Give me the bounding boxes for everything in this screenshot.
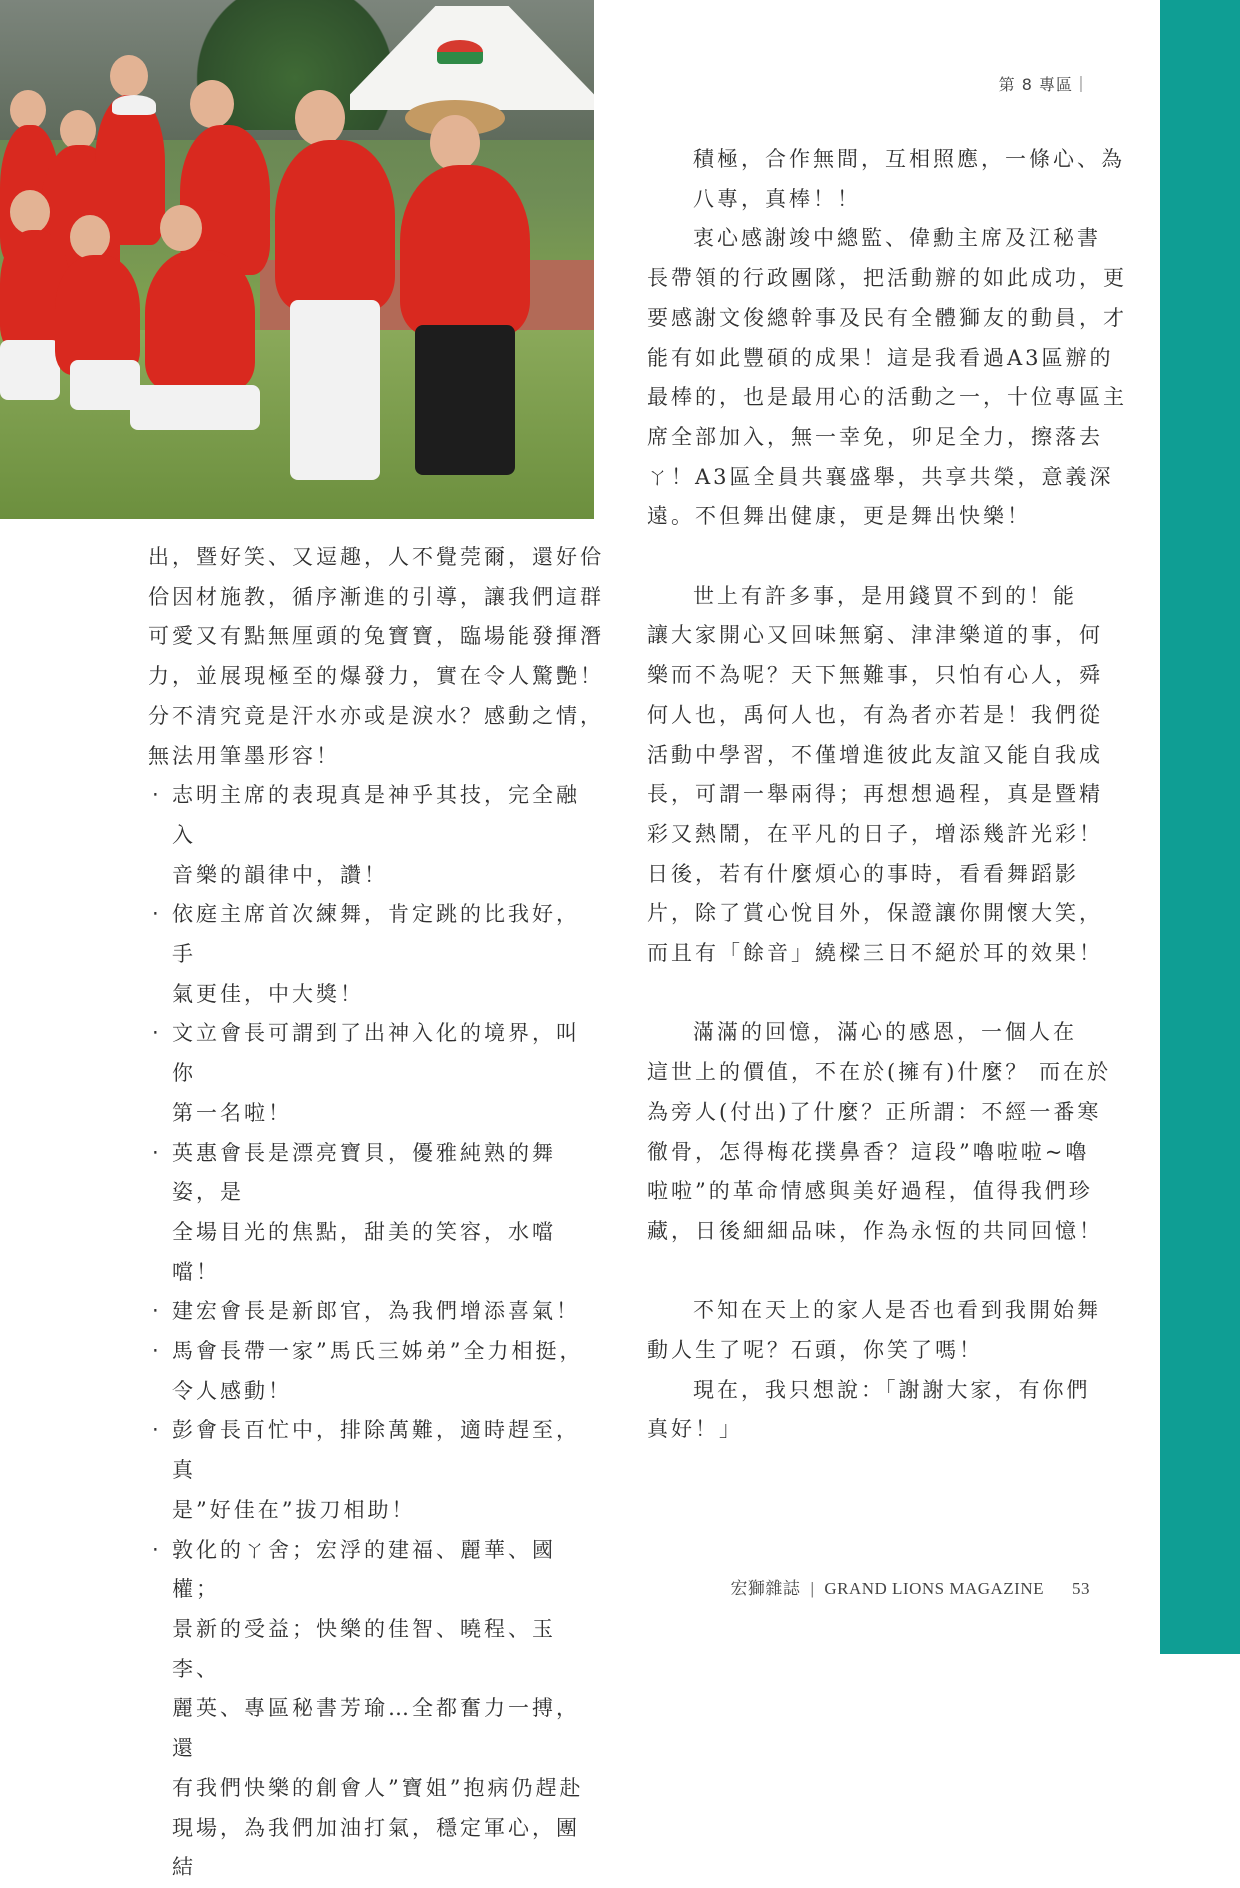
left-line: 分不清究竟是汗水亦或是淚水？感動之情， [148,703,604,728]
right-line: 世上有許多事，是用錢買不到的！能 [693,583,1077,608]
right-line: 彩又熱鬧，在平凡的日子，增添幾許光彩！ [647,821,1103,846]
right-line: 長帶領的行政團隊，把活動辦的如此成功，更 [647,266,1127,291]
bullet-item: ‧ 敦化的ㄚ舍；宏浮的建福、麗華、國權； 景新的受益；快樂的佳智、曉程、玉李、 麗英、專區秘書芳瑜…全都奮力一搏，還 有我們快樂的創會人”寶姐”抱病仍趕赴 現場，為我們加油打氣，穩定軍心，團結 [148,1531,594,1888]
right-line: 啦啦”的革命情感與美好過程，值得我們珍 [647,1179,1093,1204]
right-line: 日後，若有什麼煩心的事時，看看舞蹈影 [647,861,1079,886]
right-line: ㄚ！A3區全員共襄盛舉，共享共榮，意義深 [647,464,1114,489]
right-line: 而且有「餘音」繞樑三日不絕於耳的效果！ [647,941,1103,966]
left-column [148,538,604,1888]
page-number: 53 [1072,1579,1090,1598]
page-footer [700,1574,1090,1599]
left-line: 可愛又有點無厘頭的兔寶寶，臨場能發揮潛 [148,624,604,649]
right-line: 最棒的，也是最用心的活動之一，十位專區主 [647,385,1127,410]
right-line: 這世上的價值，不在於(擁有)什麼？ 而在於 [647,1060,1112,1085]
right-line: 讓大家開心又回味無窮、津津樂道的事，何 [647,623,1103,648]
right-line: 遠。不但舞出健康，更是舞出快樂！ [647,504,1031,529]
right-line: 積極，合作無間，互相照應，一條心、為 [693,147,1125,171]
teal-side-bar [1160,0,1240,1654]
right-line: 活動中學習，不僅增進彼此友誼又能自我成 [647,742,1103,767]
right-line: 動人生了呢？石頭，你笑了嗎！ [647,1338,983,1363]
bullet-item: ‧ 建宏會長是新郎官，為我們增添喜氣！ [148,1292,594,1332]
right-line: 滿滿的回憶，滿心的感恩，一個人在 [693,1020,1077,1045]
right-line: 何人也，禹何人也，有為者亦若是！我們從 [647,702,1103,727]
magazine-name-cn: 宏獅雜誌 [730,1579,801,1598]
right-line: 樂而不為呢？天下無難事，只怕有心人，舜 [647,663,1103,688]
bullet-item: ‧ 英惠會長是漂亮寶貝，優雅純熟的舞姿，是 全場目光的焦點，甜美的笑容，水噹噹！ [148,1134,594,1293]
right-line: 衷心感謝竣中總監、偉勳主席及江秘書 [693,226,1101,251]
bullet-list [148,776,594,1888]
bullet-item: ‧ 志明主席的表現真是神乎其技，完全融入 音樂的韻律中，讚！ [148,776,594,895]
right-line: 真好！」 [647,1417,743,1442]
bullet-item: ‧ 文立會長可謂到了出神入化的境界，叫你 第一名啦！ [148,1014,594,1133]
right-line: 八專，真棒！！ [693,186,861,211]
right-column [647,140,1127,1450]
bullet-item: ‧ 彭會長百忙中，排除萬難，適時趕至，真 是”好佳在”拔刀相助！ [148,1411,594,1530]
right-line: 能有如此豐碩的成果！這是我看過A3區辦的 [647,345,1114,370]
magazine-name-en: GRAND LIONS MAGAZINE [824,1579,1044,1598]
right-line: 為旁人(付出)了什麼？正所謂：不經一番寒 [647,1099,1102,1124]
bullet-item: ‧ 依庭主席首次練舞，肯定跳的比我好，手 氣更佳，中大獎！ [148,895,594,1014]
bullet-item: ‧ 馬會長帶一家”馬氏三姊弟”全力相挺， 令人感動！ [148,1332,594,1411]
right-line: 要感謝文俊總幹事及民有全體獅友的動員，才 [647,305,1127,330]
right-line: 不知在天上的家人是否也看到我開始舞 [693,1298,1101,1323]
right-line: 席全部加入，無一幸免，卯足全力，擦落去 [647,424,1103,449]
left-line: 無法用筆墨形容！ [148,743,340,768]
left-line: 出，暨好笑、又逗趣，人不覺莞爾，還好佮 [148,545,604,569]
right-line: 長，可謂一舉兩得；再想想過程，真是暨精 [647,782,1103,807]
left-line: 佮因材施教，循序漸進的引導，讓我們這群 [148,584,604,609]
right-line: 藏，日後細細品味，作為永恆的共同回憶！ [647,1218,1103,1243]
right-line: 徹骨，怎得梅花撲鼻香？這段”嚕啦啦~嚕 [647,1139,1090,1164]
left-line: 力，並展現極至的爆發力，實在令人驚艷！ [148,664,604,689]
right-line: 現在，我只想說：「謝謝大家，有你們 [693,1377,1091,1402]
footer-separator: | [810,1579,815,1598]
right-line: 片，除了賞心悅目外，保證讓你開懷大笑， [647,901,1103,926]
group-photo [0,0,594,519]
section-label: 第 8 專區｜ [998,75,1090,94]
